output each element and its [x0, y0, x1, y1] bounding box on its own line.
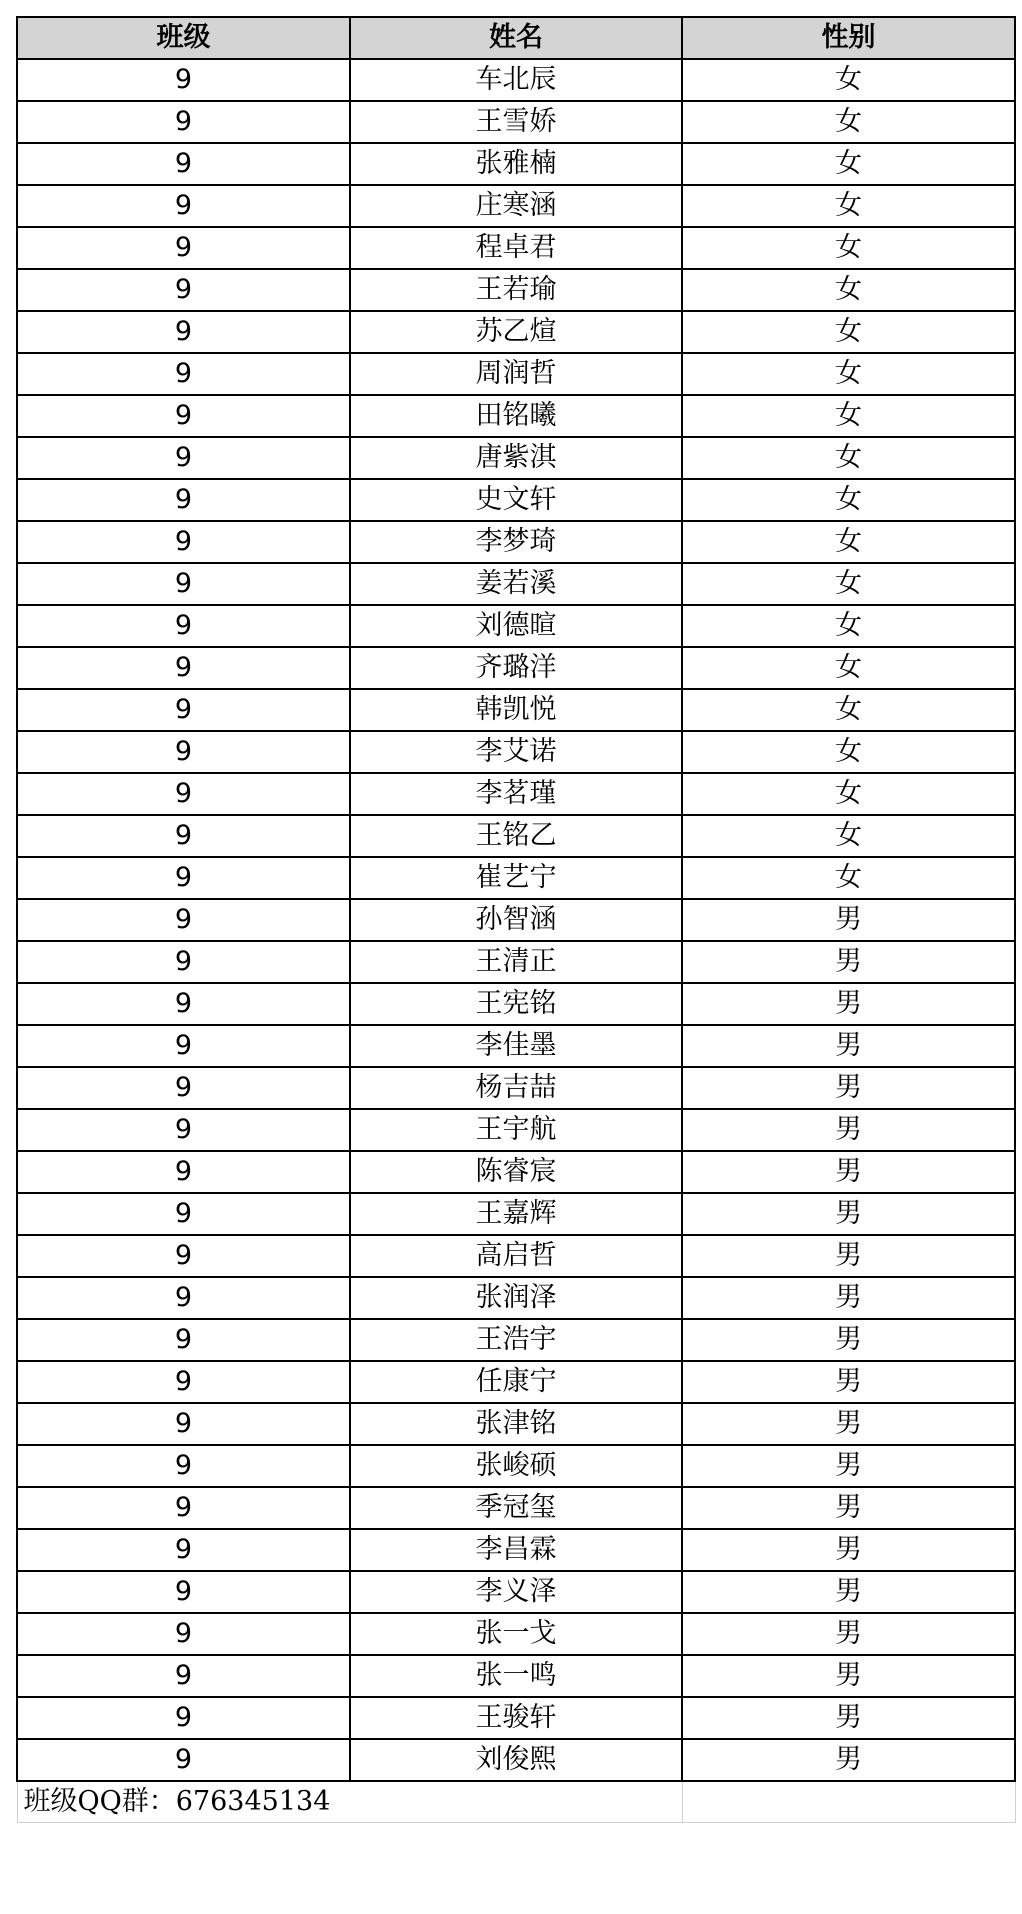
- cell-gender: 男: [682, 983, 1015, 1025]
- table-row: [17, 1739, 1015, 1781]
- cell-gender: 女: [682, 353, 1015, 395]
- table-row: [17, 1361, 1015, 1403]
- table-row: [17, 1109, 1015, 1151]
- table-row: [17, 143, 1015, 185]
- table-row: [17, 1571, 1015, 1613]
- cell-gender: 女: [682, 815, 1015, 857]
- table-row: [17, 227, 1015, 269]
- table-row: [17, 647, 1015, 689]
- cell-name: 王骏轩: [350, 1697, 682, 1739]
- cell-gender: 女: [682, 857, 1015, 899]
- table-row: [17, 1151, 1015, 1193]
- table-row: [17, 1277, 1015, 1319]
- table-row: [17, 1445, 1015, 1487]
- cell-name: 车北辰: [350, 59, 682, 101]
- cell-gender: 女: [682, 227, 1015, 269]
- cell-class: 9: [17, 605, 350, 647]
- cell-gender: 男: [682, 1571, 1015, 1613]
- cell-gender: 男: [682, 1487, 1015, 1529]
- cell-gender: 男: [682, 1109, 1015, 1151]
- table-row: [17, 353, 1015, 395]
- cell-name: 任康宁: [350, 1361, 682, 1403]
- cell-name: 程卓君: [350, 227, 682, 269]
- empty-cell: [682, 1781, 1015, 1823]
- cell-gender: 男: [682, 1739, 1015, 1781]
- cell-name: 李佳墨: [350, 1025, 682, 1067]
- table-row: [17, 899, 1015, 941]
- cell-gender: 男: [682, 1025, 1015, 1067]
- cell-gender: 男: [682, 1235, 1015, 1277]
- table-row: [17, 311, 1015, 353]
- cell-class: 9: [17, 227, 350, 269]
- cell-name: 王清正: [350, 941, 682, 983]
- qq-group-note: 班级QQ群：676345134: [17, 1781, 682, 1823]
- cell-gender: 男: [682, 1067, 1015, 1109]
- table-row: [17, 1655, 1015, 1697]
- table-row: [17, 185, 1015, 227]
- cell-class: 9: [17, 1571, 350, 1613]
- cell-class: 9: [17, 1487, 350, 1529]
- table-row: [17, 59, 1015, 101]
- cell-name: 张一戈: [350, 1613, 682, 1655]
- cell-gender: 女: [682, 479, 1015, 521]
- cell-name: 王嘉辉: [350, 1193, 682, 1235]
- cell-class: 9: [17, 983, 350, 1025]
- cell-class: 9: [17, 1361, 350, 1403]
- cell-gender: 男: [682, 899, 1015, 941]
- cell-name: 张雅楠: [350, 143, 682, 185]
- cell-gender: 女: [682, 185, 1015, 227]
- cell-name: 李昌霖: [350, 1529, 682, 1571]
- cell-class: 9: [17, 311, 350, 353]
- cell-gender: 女: [682, 59, 1015, 101]
- table-row: [17, 1697, 1015, 1739]
- cell-class: 9: [17, 1613, 350, 1655]
- cell-class: 9: [17, 143, 350, 185]
- cell-class: 9: [17, 1277, 350, 1319]
- cell-name: 周润哲: [350, 353, 682, 395]
- cell-name: 唐紫淇: [350, 437, 682, 479]
- table-row: [17, 269, 1015, 311]
- cell-class: 9: [17, 647, 350, 689]
- cell-class: 9: [17, 1445, 350, 1487]
- cell-class: 9: [17, 773, 350, 815]
- cell-gender: 男: [682, 1361, 1015, 1403]
- cell-class: 9: [17, 857, 350, 899]
- cell-name: 刘德暄: [350, 605, 682, 647]
- header-name: 姓名: [350, 17, 682, 59]
- table-row: [17, 395, 1015, 437]
- table-row: [17, 479, 1015, 521]
- table-row: [17, 1403, 1015, 1445]
- cell-name: 李梦琦: [350, 521, 682, 563]
- cell-gender: 男: [682, 1613, 1015, 1655]
- table-row: [17, 1193, 1015, 1235]
- table-row: [17, 101, 1015, 143]
- header-gender: 性别: [682, 17, 1015, 59]
- cell-name: 季冠玺: [350, 1487, 682, 1529]
- cell-gender: 女: [682, 773, 1015, 815]
- table-row: [17, 1613, 1015, 1655]
- table-row: [17, 521, 1015, 563]
- cell-gender: 女: [682, 269, 1015, 311]
- cell-class: 9: [17, 1529, 350, 1571]
- cell-name: 杨吉喆: [350, 1067, 682, 1109]
- header-class: 班级: [17, 17, 350, 59]
- cell-name: 张润泽: [350, 1277, 682, 1319]
- cell-name: 张一鸣: [350, 1655, 682, 1697]
- cell-name: 崔艺宁: [350, 857, 682, 899]
- cell-class: 9: [17, 1025, 350, 1067]
- roster-body: [17, 59, 1015, 1781]
- cell-name: 王宇航: [350, 1109, 682, 1151]
- cell-gender: 女: [682, 311, 1015, 353]
- cell-class: 9: [17, 1109, 350, 1151]
- cell-name: 王铭乙: [350, 815, 682, 857]
- cell-gender: 女: [682, 731, 1015, 773]
- cell-gender: 男: [682, 1655, 1015, 1697]
- cell-name: 张峻硕: [350, 1445, 682, 1487]
- cell-class: 9: [17, 353, 350, 395]
- cell-class: 9: [17, 563, 350, 605]
- cell-class: 9: [17, 1319, 350, 1361]
- cell-class: 9: [17, 521, 350, 563]
- cell-gender: 女: [682, 395, 1015, 437]
- cell-gender: 男: [682, 1529, 1015, 1571]
- cell-name: 张津铭: [350, 1403, 682, 1445]
- cell-class: 9: [17, 941, 350, 983]
- cell-class: 9: [17, 1739, 350, 1781]
- table-row: [17, 605, 1015, 647]
- cell-name: 李茗瑾: [350, 773, 682, 815]
- cell-gender: 女: [682, 437, 1015, 479]
- cell-class: 9: [17, 899, 350, 941]
- table-row: [17, 563, 1015, 605]
- cell-class: 9: [17, 101, 350, 143]
- cell-name: 孙智涵: [350, 899, 682, 941]
- table-row: [17, 1067, 1015, 1109]
- table-row: [17, 857, 1015, 899]
- cell-name: 王若瑜: [350, 269, 682, 311]
- table-row: [17, 773, 1015, 815]
- cell-name: 王雪娇: [350, 101, 682, 143]
- cell-class: 9: [17, 1193, 350, 1235]
- cell-class: 9: [17, 1067, 350, 1109]
- cell-class: 9: [17, 395, 350, 437]
- cell-name: 陈睿宸: [350, 1151, 682, 1193]
- table-row: [17, 437, 1015, 479]
- cell-gender: 男: [682, 1697, 1015, 1739]
- cell-name: 李义泽: [350, 1571, 682, 1613]
- cell-name: 高启哲: [350, 1235, 682, 1277]
- cell-class: 9: [17, 59, 350, 101]
- cell-name: 庄寒涵: [350, 185, 682, 227]
- cell-name: 田铭曦: [350, 395, 682, 437]
- cell-name: 刘俊熙: [350, 1739, 682, 1781]
- cell-gender: 女: [682, 647, 1015, 689]
- cell-gender: 男: [682, 1277, 1015, 1319]
- cell-gender: 男: [682, 1193, 1015, 1235]
- table-row: [17, 815, 1015, 857]
- cell-gender: 男: [682, 1403, 1015, 1445]
- table-row: [17, 689, 1015, 731]
- cell-gender: 男: [682, 1445, 1015, 1487]
- cell-gender: 女: [682, 521, 1015, 563]
- cell-gender: 女: [682, 605, 1015, 647]
- table-row: [17, 983, 1015, 1025]
- table-row: [17, 1529, 1015, 1571]
- footer-row: [17, 1781, 1015, 1823]
- table-row: [17, 1025, 1015, 1067]
- table-row: [17, 1235, 1015, 1277]
- spreadsheet: [16, 16, 1014, 1823]
- cell-name: 李艾诺: [350, 731, 682, 773]
- table-row: [17, 941, 1015, 983]
- cell-gender: 男: [682, 941, 1015, 983]
- cell-gender: 女: [682, 101, 1015, 143]
- class-roster-table: [16, 16, 1016, 1823]
- cell-class: 9: [17, 1151, 350, 1193]
- cell-name: 苏乙煊: [350, 311, 682, 353]
- cell-class: 9: [17, 1403, 350, 1445]
- cell-class: 9: [17, 689, 350, 731]
- cell-name: 韩凯悦: [350, 689, 682, 731]
- cell-class: 9: [17, 1655, 350, 1697]
- cell-gender: 女: [682, 689, 1015, 731]
- cell-name: 王浩宇: [350, 1319, 682, 1361]
- cell-class: 9: [17, 815, 350, 857]
- table-row: [17, 1487, 1015, 1529]
- cell-gender: 女: [682, 143, 1015, 185]
- cell-class: 9: [17, 731, 350, 773]
- header-row: [17, 17, 1015, 59]
- cell-class: 9: [17, 1235, 350, 1277]
- cell-gender: 男: [682, 1151, 1015, 1193]
- cell-class: 9: [17, 269, 350, 311]
- cell-class: 9: [17, 1697, 350, 1739]
- cell-gender: 男: [682, 1319, 1015, 1361]
- cell-class: 9: [17, 185, 350, 227]
- cell-name: 史文轩: [350, 479, 682, 521]
- table-row: [17, 1319, 1015, 1361]
- cell-name: 齐璐洋: [350, 647, 682, 689]
- cell-gender: 女: [682, 563, 1015, 605]
- table-row: [17, 731, 1015, 773]
- cell-name: 王宪铭: [350, 983, 682, 1025]
- cell-name: 姜若溪: [350, 563, 682, 605]
- cell-class: 9: [17, 479, 350, 521]
- cell-class: 9: [17, 437, 350, 479]
